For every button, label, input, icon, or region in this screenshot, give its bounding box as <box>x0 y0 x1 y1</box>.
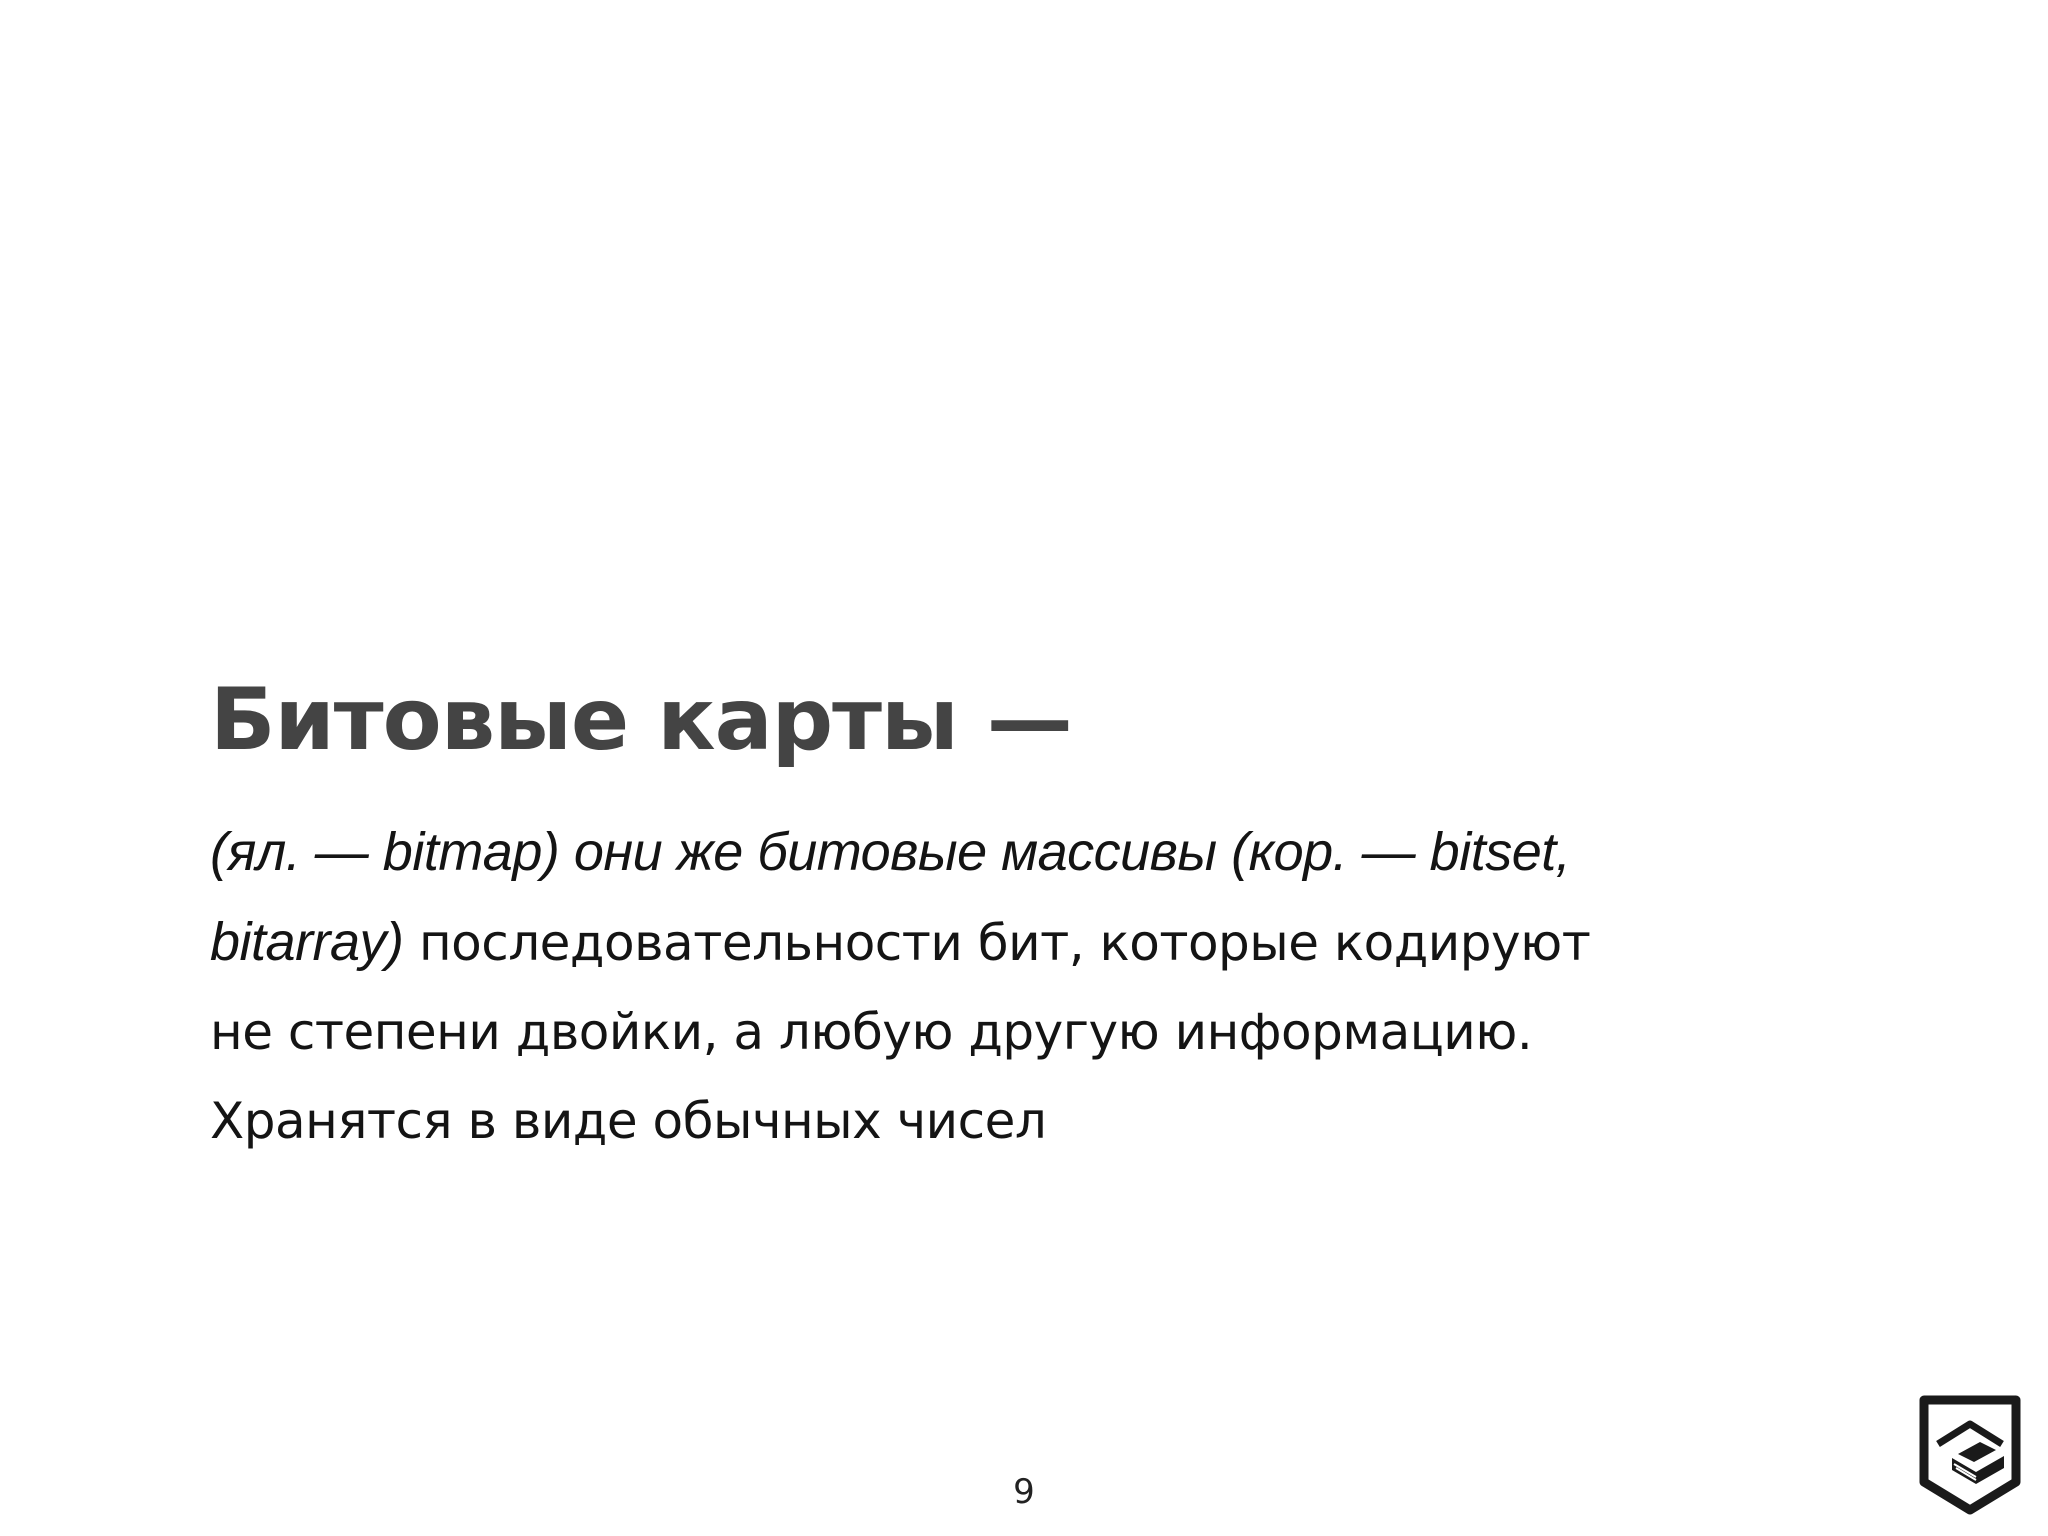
body-line-2 <box>210 898 1770 988</box>
slide-title: Битовые карты — <box>210 670 1072 770</box>
body-line-1-italic: (ял. — bitmap) они же битовые массивы (кор. — bitset, <box>210 822 1571 882</box>
body-line-4: Хранятся в виде обычных чисел <box>210 1092 1047 1150</box>
body-line-2-rest: последовательности бит, которые кодируют <box>403 914 1591 972</box>
page-number: 9 <box>1013 1472 1035 1512</box>
shield-book-logo-icon <box>1918 1392 2022 1516</box>
body-line-1 <box>210 808 1770 898</box>
slide-body <box>210 808 1770 1166</box>
body-line-2-italic: bitarray) <box>210 912 404 972</box>
body-line-3: не степени двойки, а любую другую информацию. <box>210 1003 1533 1061</box>
